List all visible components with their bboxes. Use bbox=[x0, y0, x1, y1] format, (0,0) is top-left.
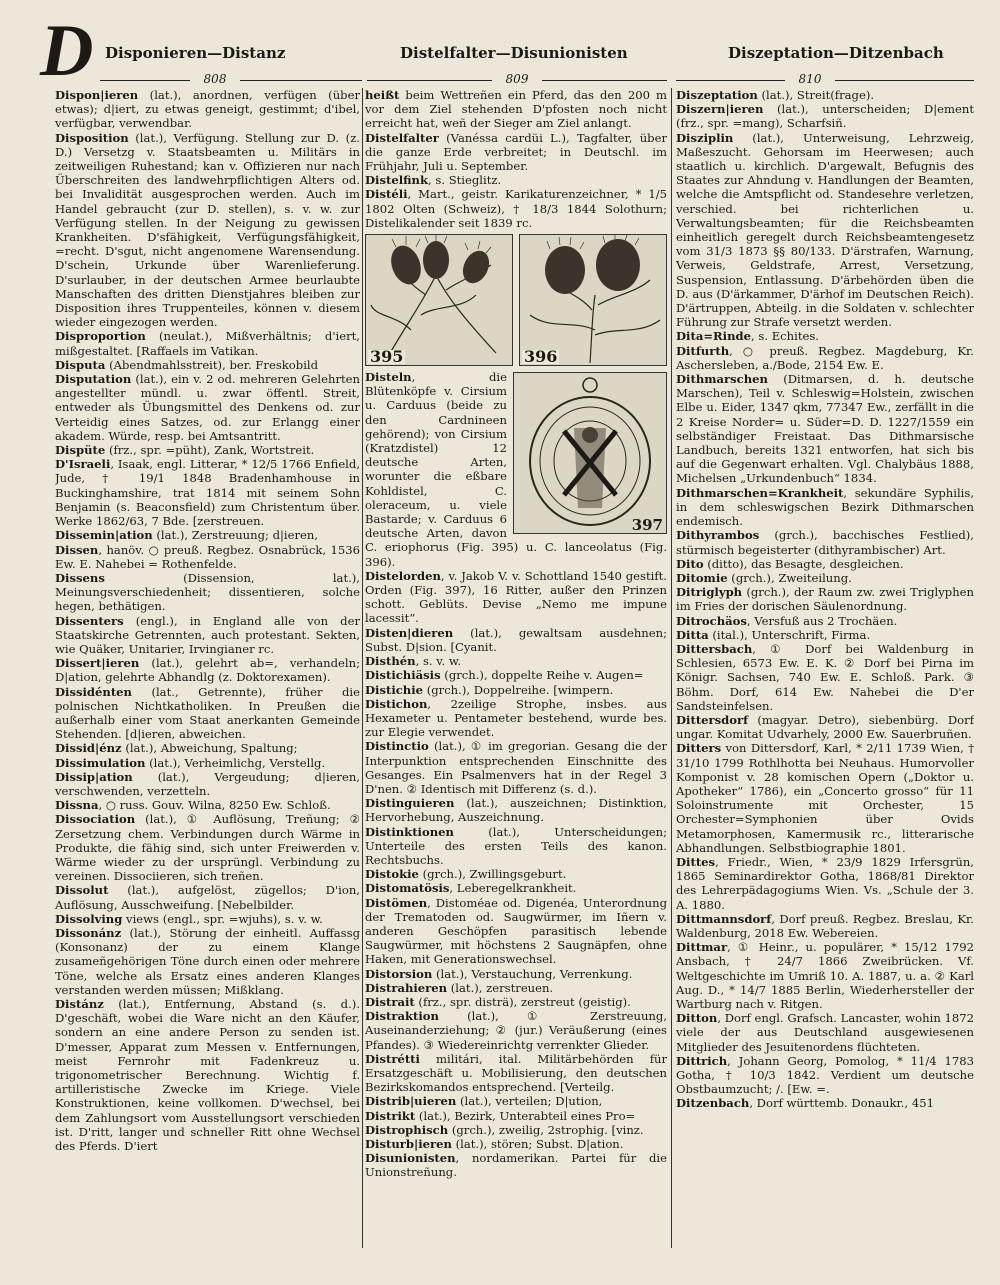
column-separator bbox=[362, 88, 363, 1248]
dictionary-entry: Distraktion (lat.), ① Zerstreuung, Auseinanderziehung; ② (jur.) Veräußerung (eines Pfandes). ③ Wiedereinrichtg verrenkter Glieder. bbox=[365, 1009, 667, 1052]
page-number-center: 809 bbox=[492, 72, 542, 86]
dictionary-entry: Dispon|ieren (lat.), anordnen, verfügen (über etwas); d|iert, zu etwas geneigt, gestimmt; d'ibel, verfügbar, verwendbar. bbox=[55, 88, 360, 131]
dictionary-entry: Distorsion (lat.), Verstauchung, Verrenkung. bbox=[365, 966, 633, 981]
column-right bbox=[676, 88, 974, 1258]
dictionary-entry: Distelfalter (Vanéssa cardüi L.), Tagfalter, über die ganze Erde verbreitet; in Deutschl. im Frühjahr, Juli u. September. bbox=[365, 130, 667, 174]
dictionary-entry: Dissolut (lat.), aufgelöst, zügellos; D'ion, Auflösung, Ausschweifung. [Nebelbilder. bbox=[55, 883, 360, 912]
dictionary-entry: Dissenters (engl.), in England alle von der Staatskirche Getrennten, auch protestant. Sekten, wie Quäker, Unitarier, Irvingianer rc. bbox=[55, 613, 360, 656]
dictionary-entry: Disturb|ieren (lat.), stören; Subst. D|ation. bbox=[365, 1137, 624, 1151]
order-of-thistle-medal-illustration bbox=[513, 372, 667, 534]
initial-letter: D bbox=[40, 10, 94, 92]
dictionary-entry: Dito (ditto), das Besagte, desgleichen. bbox=[676, 556, 904, 571]
dictionary-entry: Dittersbach, ① Dorf bei Waldenburg in Schlesien, 6573 Ew. E. K. ② Dorf bei Pirna im Königr. Sachsen, 740 Ew. E. Schloß. Park. ③ Böhm. Dorf, 614 Ew. Nahebei die D'er Sandsteinfelsen. bbox=[676, 641, 974, 713]
dictionary-entry: Dispüte (frz., spr. =püht), Zank, Wortstreit. bbox=[55, 443, 315, 458]
dictionary-entry: Disunionisten, nordamerikan. Partei für die Unionstreñung. bbox=[365, 1151, 667, 1180]
dictionary-entry: Dissip|ation (lat.), Vergeudung; d|ieren, verschwenden, verzetteln. bbox=[55, 769, 360, 798]
dictionary-entry: Dittmar, ① Heinr., u. populärer, * 15/12 1792 Ansbach, † 24/7 1866 Zweibrücken. Vf. Weltgeschichte im Umriß 10. A. 1887, u. a. ② Karl Aug. D., * 14/7 1885 Berlin, Wiederhersteller der Wartburg nach v. Ritgen. bbox=[676, 940, 974, 1011]
dictionary-entry: Dissociation (lat.), ① Auflösung, Treñung; ② Zersetzung chem. Verbindungen durch Wärme in Produkte, die fähig sind, sich unter Freiwerden v. Wärme wieder zu der ursprüngl. Verbindung zu vereinen. Dissociieren, sich treñen. bbox=[55, 812, 360, 884]
dictionary-entry: Dissimulation (lat.), Verheimlichg, Verstellg. bbox=[55, 755, 326, 770]
dictionary-entry: Distokie (grch.), Zwillingsgeburt. bbox=[365, 867, 567, 882]
dictionary-entry: Disthén, s. v. w. bbox=[365, 654, 462, 669]
dictionary-entry: Disputa (Abendmahlsstreit), ber. Freskobild bbox=[55, 357, 319, 372]
figure-number-395: 395 bbox=[370, 346, 404, 366]
dictionary-entry: Distömen, Distoméae od. Digenéa, Unterordnung der Trematoden od. Saugwürmer, im Iñern v. anderen Geschöpfen parasitisch lebende Saugwürmer, mit höchstens 2 Saugnäpfen, ohne Haken, mit Generationswechsel. bbox=[365, 895, 667, 967]
dictionary-entry: Ditzenbach, Dorf württemb. Donaukr., 451 bbox=[676, 1096, 934, 1111]
dictionary-entry: Ditrochäos, Versfuß aus 2 Trochäen. bbox=[676, 613, 898, 628]
figure-number-397: 397 bbox=[631, 515, 663, 534]
dictionary-entry: Dissen, hanöv. ○ preuß. Regbez. Osnabrück, 1536 Ew. E. Nahebei = Rothenfelde. bbox=[55, 542, 360, 571]
dictionary-entry: Dittrich, Johann Georg, Pomolog, * 11/4 1783 Gotha, † 10/3 1842. Verdient um deutsche Obstbaumzucht; /. [Ew. =. bbox=[676, 1053, 974, 1097]
dictionary-entry: Dissidénten (lat., Getrennte), früher die polnischen Nichtkatholiken. In Preußen die außerhalb einer vom Staat anerkanten Gemeinde Stehenden. [d|ieren, abweichen. bbox=[55, 684, 360, 742]
thistle-illustration-396 bbox=[519, 234, 667, 366]
dictionary-entry: Disposition (lat.), Verfügung. Stellung zur D. (z. D.) Versetzg v. Staatsbeamten u. Militärs in zeitweiligen Ruhestand; kan v. Offizieren nur nach Überschreiten des landwehrpflichtigen Alters od. bei Invalidität ausgesprochen werden. Auch im Handel gebraucht (zur D. stellen), s. v. w. zur Verfügung stellen. In der Neigung zu gewissen Krankheiten. D'sfähigkeit, Verfügungsfähigkeit, =recht. D'sgut, nicht angenomene Warensendung. D'schein, Urkunde über Warenlieferung. D'surlauber, in der deutschen Armee beurlaubte Manschaften des dritten Dienstjahres bleiben zur Disposition ihres Truppenteiles, können v. diesem wieder eingezogen werden. bbox=[55, 130, 360, 330]
page-number-right: 810 bbox=[785, 72, 835, 86]
dictionary-entry: D'Israeli, Isaak, engl. Litterar, * 12/5 1766 Enfield, Jude, † 19/1 1848 Bradenhamhouse in Buckinghamshire, trat 1814 mit seinem Sohn Benjamin (s. Beaconsfield) zum Christentum über. Werke 1862/63, 7 Bde. [zerstreuen. bbox=[55, 457, 360, 529]
dictionary-entry: Dissolving views (engl., spr. =wjuhs), s. v. w. bbox=[55, 911, 323, 926]
dictionary-entry: Ditters von Dittersdorf, Karl, * 2/11 1739 Wien, † 31/10 1799 Rothlhotta bei Neuhaus. Humorvoller Komponist v. 28 komischen Opern („Doktor u. Apotheker“ 1786), ein „Concerto grosso“ für 11 Soloinstrumente mit Orchester, 15 Orchester=Symphonien über Ovids Metamorphosen, Kamermusik rc., litterarische Abhandlungen. Selbstbiographie 1801. bbox=[676, 741, 974, 855]
dictionary-entry: Distinktionen (lat.), Unterscheidungen; Unterteile des ersten Teils des kanon. Rechtsbuchs. bbox=[365, 824, 667, 867]
dictionary-entry: Distéli, Mart., geistr. Karikaturenzeichner, * 1/5 1802 Olten (Schweiz), † 18/3 1844 Solothurn; Distelikalender seit 1839 rc. bbox=[365, 187, 667, 230]
dictionary-entry: Dissonánz (lat.), Störung der einheitl. Auffassg (Konsonanz) der zu einem Klange zusameñgehörigen Töne durch einen oder mehrere Töne, welche als Ersatz eines anderen Klanges verstanden werden müssen; Mißklang. bbox=[55, 925, 360, 997]
dictionary-entry: Disproportion (neulat.), Mißverhältnis; d'iert, mißgestaltet. [Raffaels im Vatikan. bbox=[55, 329, 360, 358]
dictionary-entry: Distelfink, s. Stieglitz. bbox=[365, 173, 502, 188]
column-center bbox=[365, 88, 667, 1258]
dictionary-entry: Distelorden, v. Jakob V. v. Schottland 1540 gestift. Orden (Fig. 397), 16 Ritter, außer den Prinzen schott. Geblüts. Devise „Nemo me impune lacessit“. bbox=[365, 568, 667, 626]
dictionary-entry: Distomatösis, Leberegelkrankheit. bbox=[365, 881, 577, 896]
dictionary-entry: Ditomie (grch.), Zweiteilung. bbox=[676, 570, 852, 585]
dictionary-entry: Disteln, die Blütenköpfe v. Cirsium u. Carduus (beide zu den Cardnineen gehörend); von Cirsium (Kratzdistel) 12 deutsche Arten, worunter die eßbare Kohldistel, C. oleraceum, u. viele Bastarde; v. Carduus 6 deutsche Arten, davon C. eriophorus (Fig. 395) u. C. lanceolatus (Fig. 396). bbox=[365, 370, 667, 569]
dictionary-entry: heißt beim Wettreñen ein Pferd, das den 200 m vor dem Ziel stehenden D'pfosten noch nicht erreicht hat, weñ der Sieger am Ziel anlangt. bbox=[365, 88, 667, 131]
dictionary-entry: Distrophisch (grch.), zweilig, 2strophig. [vinz. bbox=[365, 1122, 644, 1137]
dictionary-entry: Distrib|uieren (lat.), verteilen; D|ution, bbox=[365, 1094, 603, 1109]
dictionary-entry: Distichie (grch.), Doppelreihe. [wimpern. bbox=[365, 682, 614, 697]
column-separator bbox=[671, 88, 672, 1248]
dictionary-entry: Distrait (frz., spr. disträ), zerstreut (geistig). bbox=[365, 994, 631, 1009]
dictionary-entry: Distinctio (lat.), ① im gregorian. Gesang die der Interpunktion entsprechenden Einschnitte des Gesanges. Ein Psalmenvers hat in der Regel 3 D'nen. ② Identisch mit Differenz (s. d.). bbox=[365, 739, 667, 796]
dictionary-entry: Distichon, 2zeilige Strophe, insbes. aus Hexameter u. Pentameter bestehend, wurde bes. zur Elegie verwendet. bbox=[365, 696, 667, 740]
dictionary-entry: Distrétti militári, ital. Militärbehörden für Ersatzgeschäft u. Mobilisierung, den deutschen Bezirkskomandos entsprechend. [Verteilg. bbox=[365, 1051, 667, 1095]
column-left bbox=[55, 88, 360, 1258]
dictionary-entry: Dittersdorf (magyar. Detro), siebenbürg. Dorf ungar. Komitat Udvarhely, 2000 Ew. Sauerbruñen. bbox=[676, 712, 974, 742]
dictionary-entry: Dissna, ○ russ. Gouv. Wilna, 8250 Ew. Schloß. bbox=[55, 798, 331, 813]
dictionary-entry: Diszeptation (lat.), Streit(frage). bbox=[676, 88, 875, 102]
dictionary-entry: Distichiäsis (grch.), doppelte Reihe v. Augen= bbox=[365, 668, 644, 683]
dictionary-entry: Disten|dieren (lat.), gewaltsam ausdehnen; Subst. D|sion. [Cyanit. bbox=[365, 625, 667, 654]
dictionary-entry: Dita=Rinde, s. Echites. bbox=[676, 329, 819, 344]
dictionary-entry: Distrikt (lat.), Bezirk, Unterabteil eines Pro= bbox=[365, 1108, 636, 1123]
thistle-illustration-395 bbox=[365, 234, 513, 366]
dictionary-entry: Ditton, Dorf engl. Grafsch. Lancaster, wohin 1872 viele der aus Deutschland ausgewiesenen Mitglieder des Jesuitenordens flüchteten. bbox=[676, 1011, 974, 1054]
dictionary-entry: Dittes, Friedr., Wien, * 23/9 1829 Irfersgrün, 1865 Seminardirektor Gotha, 1868/81 Direktor des Lehrerpädagogiums Wien. Vs. „Schule der 3. A. 1880. bbox=[676, 854, 974, 912]
dictionary-entry: Dissemin|ation (lat.), Zerstreuung; d|ieren, bbox=[55, 528, 319, 543]
dictionary-entry: Dissens (Dissension, lat.), Meinungsverschiedenheit; dissentieren, solche hegen, bethätigen. bbox=[55, 570, 360, 614]
dictionary-entry: Diszern|ieren (lat.), unterscheiden; D|ement (frz., spr. =mang), Scharfsiñ. bbox=[676, 102, 974, 131]
dictionary-entry: Ditfurth, ○ preuß. Regbez. Magdeburg, Kr. Aschersleben, a./Bode, 2154 Ew. E. bbox=[676, 343, 974, 372]
thistle-figures bbox=[365, 234, 667, 366]
dictionary-entry: Ditriglyph (grch.), der Raum zw. zwei Triglyphen im Fries der dorischen Säulenordnung. bbox=[676, 585, 974, 614]
left-running-head: Disponieren—Distanz bbox=[105, 44, 286, 62]
dictionary-entry: Disputation (lat.), ein v. 2 od. mehreren Gelehrten angestellter mündl. u. zwar öffentl. Streit, entweder als Übungsmittel des Denkens od. zur Verteidig eines Satzes, od. zur Erlangg einer akadem. Würde, resp. bei Amtsantritt. bbox=[55, 372, 360, 443]
dictionary-entry: Ditta (ital.), Unterschrift, Firma. bbox=[676, 627, 871, 642]
dictionary-entry: Dissert|ieren (lat.), gelehrt ab=, verhandeln; D|ation, gelehrte Abhandlg (z. Doktorexamen). bbox=[55, 656, 360, 685]
dictionary-entry: Disziplin (lat.), Unterweisung, Lehrzweig, Maßeszucht. Gehorsam im Heerwesen; auch staatlich u. kirchlich. D'argewalt, Befugnis des Staates zur Ahndung v. Handlungen der Beamten, welche die Amtspflicht od. Standesehre verletzen, verschied. bei richterlichen u. Verwaltungsbeamten; für die Reichsbeamten einheitlich geregelt durch Reichsbeamtengesetz vom 31/3 1873 §§ 80/133. D'ärstrafen, Warnung, Verweis, Geldstrafe, Arrest, Versetzung, Suspension, Entlassung. D'ärbehörden üben die D. aus (D'ärkammer, D'ärhof im Deutschen Reich). D'ärtruppen, Abteilg. in die Soldaten v. schlechter Führung zur Strafe versetzt werden. bbox=[676, 130, 974, 330]
dictionary-entry: Distinguieren (lat.), auszeichnen; Distinktion, Hervorhebung, Auszeichnung. bbox=[365, 796, 667, 825]
dictionary-entry: Dithmarschen=Krankheit, sekundäre Syphilis, in dem schleswigschen Bezirk Dithmarschen endemisch. bbox=[676, 485, 974, 529]
dictionary-entry: Distánz (lat.), Entfernung, Abstand (s. d.). D'geschäft, wobei die Ware nicht an den Käufer, sondern an eine andere Person zu senden ist. D'messer, Apparat zum Messen v. Entfernungen, meist Fernrohr mit Fadenkreuz u. trigonometrischer Berechnung. Wichtig f. artilleristische Zwecke im Kriege. Viele Konstruktionen, keine vollkomen. D'wechsel, bei dem Zahlungsort vom Ausstellungsort verschieden ist. D'ritt, langer und schneller Ritt ohne Wechsel des Pferds. D'iert bbox=[55, 997, 360, 1154]
right-running-head: Diszeptation—Ditzenbach bbox=[728, 44, 944, 62]
dictionary-entry: Dithmarschen (Ditmarsen, d. h. deutsche Marschen), Teil v. Schleswig=Holstein, zwischen Elbe u. Eider, 1347 qkm, 77347 Ew., zerfällt in die 2 Kreise Norder= u. Süder=D. D. 1227/1559 ein selbständiger Freistaat. Das Dithmarsische Landbuch, bereits 1321 entworfen, hat sich bis auf die Gegenwart erhalten. Vgl. Chalybäus 1888, Michelsen „Urkundenbuch“ 1834. bbox=[676, 372, 974, 486]
dictionary-entry: Dittmannsdorf, Dorf preuß. Regbez. Breslau, Kr. Waldenburg, 2018 Ew. Webereien. bbox=[676, 911, 974, 940]
center-running-head: Distelfalter—Disunionisten bbox=[400, 44, 628, 62]
page-number-left: 808 bbox=[190, 72, 240, 86]
dictionary-entry: Distrahieren (lat.), zerstreuen. bbox=[365, 980, 554, 995]
figure-number-396: 396 bbox=[524, 346, 558, 366]
dictionary-entry: Dithyrambos (grch.), bacchisches Festlied), stürmisch begeisterter (dithyrambischer) Art. bbox=[676, 528, 974, 557]
dictionary-entry: Dissid|énz (lat.), Abweichung, Spaltung; bbox=[55, 741, 298, 756]
